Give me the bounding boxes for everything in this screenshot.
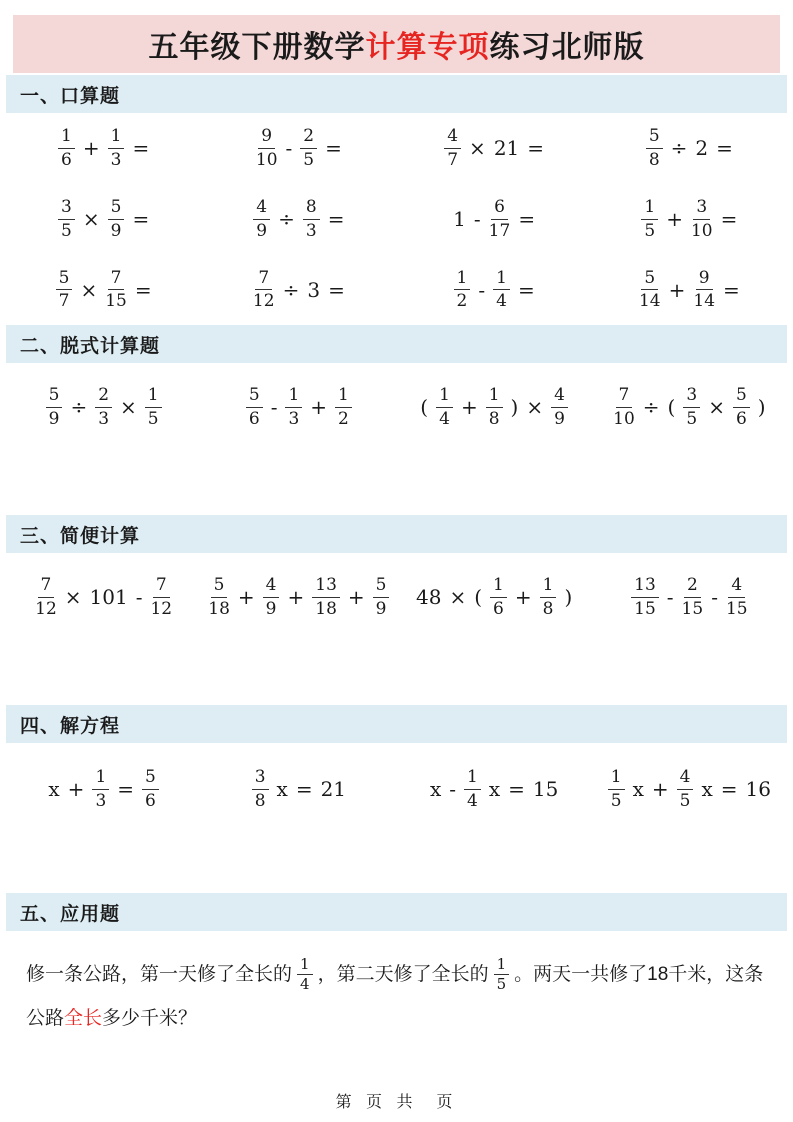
math-problem: [201, 126, 396, 170]
fraction-denominator: 10: [613, 408, 635, 429]
section-5-word-problems: [6, 893, 787, 1041]
math-token: =: [716, 136, 733, 161]
math-token: =: [328, 277, 345, 302]
fraction-denominator: 9: [110, 220, 122, 241]
fraction-numerator: 4: [444, 126, 461, 148]
fraction-numerator: 1: [145, 385, 162, 407]
fraction-numerator: 1: [464, 767, 481, 789]
math-token: =: [327, 207, 345, 231]
section-5-heading: 五、应用题: [6, 893, 787, 931]
fraction-denominator: 3: [95, 790, 107, 811]
math-problem: [592, 126, 787, 170]
fraction-numerator: 3: [58, 197, 75, 219]
fraction-denominator: 15: [105, 291, 127, 312]
math-token: ): [564, 585, 573, 609]
math-token: -: [285, 136, 293, 161]
math-token: +: [310, 395, 328, 419]
math-problem: [397, 575, 592, 619]
fraction-denominator: 4: [439, 408, 450, 429]
math-token: 16: [745, 777, 771, 801]
problem-row: [6, 184, 787, 255]
math-token: =: [134, 277, 152, 302]
fraction-denominator: 12: [35, 598, 57, 619]
fraction-numerator: 1: [454, 268, 471, 290]
fraction-denominator: 4: [300, 975, 310, 994]
fraction-denominator: 14: [638, 291, 661, 312]
fraction-numerator: 5: [56, 268, 73, 290]
fraction: [733, 385, 750, 429]
page-footer: 第 页 共 页: [335, 1094, 458, 1111]
fraction: [92, 767, 109, 811]
math-problem: [6, 767, 201, 811]
fraction-denominator: 8: [648, 149, 660, 170]
section-3-problem-grid: [6, 553, 787, 705]
fraction: [691, 197, 713, 241]
fraction: [58, 126, 75, 170]
math-token: ÷: [70, 395, 88, 419]
math-token: -: [270, 395, 278, 419]
fraction-denominator: 5: [496, 975, 507, 994]
math-token: ×: [526, 395, 544, 419]
math-token: x: [632, 777, 644, 801]
math-token: 15: [532, 777, 559, 801]
fraction-denominator: 5: [686, 408, 698, 429]
math-token: ÷: [282, 277, 300, 302]
fraction-numerator: 6: [491, 197, 508, 219]
math-token: -: [473, 207, 481, 231]
math-token: 21: [493, 136, 520, 161]
math-problem: [397, 268, 592, 312]
math-problem: [592, 197, 787, 241]
fraction-numerator: 5: [646, 126, 663, 148]
fraction-numerator: 1: [486, 385, 503, 407]
fraction: [256, 126, 278, 170]
fraction-numerator: 7: [108, 268, 125, 290]
fraction: [373, 575, 390, 619]
math-token: 21: [320, 777, 347, 801]
math-problem: [397, 126, 592, 170]
math-token: 1: [453, 207, 466, 231]
math-token: ×: [708, 395, 725, 419]
fraction: [46, 385, 63, 429]
math-token: x: [48, 777, 60, 801]
fraction-denominator: 6: [61, 149, 72, 170]
math-problem: [201, 767, 396, 811]
fraction-numerator: 4: [263, 575, 280, 597]
fraction-numerator: 4: [551, 385, 568, 407]
math-problem: [201, 268, 396, 312]
fraction: [58, 197, 75, 241]
math-token: ×: [120, 395, 137, 419]
section-1-problem-grid: [6, 113, 787, 325]
fraction-denominator: 5: [147, 408, 159, 429]
fraction: [263, 575, 280, 619]
math-problem: [6, 197, 201, 241]
fraction-numerator: 9: [696, 268, 713, 290]
fraction-numerator: 7: [38, 575, 55, 597]
math-problem: [592, 268, 787, 312]
math-problem: [201, 575, 396, 619]
fraction-numerator: 7: [616, 385, 633, 407]
math-token: ÷: [278, 207, 295, 231]
fraction-denominator: 2: [456, 291, 468, 312]
fraction-numerator: 9: [258, 126, 275, 148]
math-token: =: [325, 136, 342, 161]
fraction-denominator: 7: [447, 149, 459, 170]
fraction-denominator: 6: [145, 790, 156, 811]
fraction-denominator: 3: [305, 220, 317, 241]
fraction-denominator: 17: [488, 220, 511, 241]
page-title: [149, 22, 645, 66]
fraction: [613, 385, 635, 429]
problem-text: 多少千米？: [102, 1008, 198, 1029]
section-2-heading: 二、脱式计算题: [6, 325, 787, 363]
fraction: [145, 385, 162, 429]
math-token: +: [666, 207, 683, 231]
math-problem: [592, 767, 787, 811]
fraction: [682, 575, 704, 619]
fraction: [490, 575, 507, 619]
problem-row: [6, 113, 787, 184]
fraction-denominator: 18: [208, 598, 230, 619]
math-problem: [201, 385, 396, 429]
fraction: [108, 197, 125, 241]
fraction-numerator: 5: [108, 197, 125, 219]
fraction-numerator: 1: [493, 268, 510, 290]
math-problem: [6, 575, 201, 619]
fraction-denominator: 10: [690, 220, 713, 241]
fraction: [105, 268, 127, 312]
problem-text: 修一条公路，第一天修了全长的: [26, 964, 293, 985]
fraction-numerator: 1: [540, 575, 557, 597]
title-post: 练习北师版: [489, 31, 645, 64]
math-problem: [592, 575, 787, 619]
fraction: [631, 575, 659, 619]
math-token: =: [527, 136, 545, 161]
word-problem-text: [6, 931, 787, 1041]
math-token: =: [132, 207, 150, 231]
math-token: (: [420, 395, 429, 419]
problem-row: [6, 254, 787, 325]
fraction: [300, 126, 317, 170]
math-token: +: [287, 585, 305, 609]
math-token: -: [711, 585, 718, 609]
fraction: [464, 767, 481, 811]
fraction-denominator: 9: [554, 408, 565, 429]
fraction: [641, 197, 658, 241]
highlighted-text: 全长: [64, 1008, 103, 1029]
fraction: [285, 385, 302, 429]
math-token: (: [667, 395, 676, 419]
fraction: [95, 385, 112, 429]
fraction-numerator: 4: [253, 197, 270, 219]
math-token: 3: [307, 277, 321, 302]
section-3-simplified-calculation: [6, 515, 787, 705]
math-token: +: [67, 777, 85, 801]
fraction-denominator: 18: [315, 598, 337, 619]
math-token: -: [449, 777, 456, 801]
fraction: [486, 385, 503, 429]
math-token: =: [517, 277, 535, 302]
math-token: 2: [695, 136, 709, 161]
fraction: [56, 268, 73, 312]
fraction-denominator: 4: [466, 790, 478, 811]
fraction: [551, 385, 568, 429]
math-problem: [201, 197, 396, 241]
fraction-numerator: 5: [142, 767, 159, 789]
fraction-denominator: 8: [542, 598, 554, 619]
fraction: [726, 575, 748, 619]
fraction-denominator: 3: [288, 408, 300, 429]
fraction-denominator: 3: [110, 149, 122, 170]
fraction-denominator: 14: [693, 291, 716, 312]
fraction-denominator: 8: [254, 790, 266, 811]
math-token: =: [295, 777, 313, 801]
math-token: ): [757, 395, 766, 419]
fraction-numerator: 13: [312, 575, 340, 597]
fraction-denominator: 6: [493, 598, 504, 619]
fraction: [494, 956, 510, 994]
fraction-numerator: 4: [677, 767, 694, 789]
fraction-denominator: 2: [338, 408, 349, 429]
worksheet-title-banner: [13, 15, 780, 73]
fraction-denominator: 5: [610, 790, 622, 811]
fraction-denominator: 12: [150, 598, 173, 619]
fraction-numerator: 1: [285, 385, 302, 407]
math-problem: [6, 126, 201, 170]
fraction-denominator: 15: [681, 598, 704, 619]
math-token: ×: [64, 585, 82, 609]
section-1-oral-calculation: [6, 75, 787, 325]
fraction: [297, 956, 313, 994]
fraction: [436, 385, 453, 429]
math-token: 48: [415, 585, 442, 609]
fraction-numerator: 1: [641, 197, 658, 219]
fraction-numerator: 2: [684, 575, 701, 597]
math-token: -: [135, 585, 143, 609]
fraction-numerator: 1: [608, 767, 625, 789]
fraction-denominator: 12: [252, 291, 275, 312]
fraction-denominator: 9: [265, 598, 277, 619]
math-token: -: [666, 585, 674, 609]
fraction: [646, 126, 663, 170]
math-token: =: [117, 777, 135, 801]
math-token: +: [82, 136, 100, 161]
problem-text: ，第二天修了全长的: [317, 964, 489, 985]
title-highlight: 计算专项: [365, 31, 490, 64]
fraction-denominator: 15: [725, 598, 748, 619]
math-token: x: [701, 777, 713, 801]
math-token: x: [429, 777, 442, 801]
section-4-solve-equations: [6, 705, 787, 893]
math-token: =: [723, 277, 740, 302]
math-token: ×: [449, 585, 467, 609]
math-token: ÷: [670, 136, 688, 161]
fraction: [150, 575, 172, 619]
fraction: [335, 385, 352, 429]
fraction: [683, 385, 700, 429]
fraction-numerator: 1: [335, 385, 352, 407]
fraction: [246, 385, 263, 429]
fraction-numerator: 5: [641, 268, 658, 290]
fraction: [253, 268, 275, 312]
math-token: +: [668, 277, 686, 302]
math-token: =: [720, 207, 738, 231]
fraction-denominator: 9: [256, 220, 268, 241]
fraction-denominator: 9: [375, 598, 387, 619]
math-token: +: [460, 395, 478, 419]
section-3-heading: 三、简便计算: [6, 515, 787, 553]
problem-text: 。两天一共修了18千米，这条公路: [26, 964, 764, 1029]
fraction-numerator: 3: [693, 197, 710, 219]
fraction-denominator: 8: [488, 408, 500, 429]
fraction-denominator: 5: [303, 149, 315, 170]
fraction-denominator: 3: [98, 408, 110, 429]
fraction-denominator: 5: [644, 220, 656, 241]
fraction-numerator: 7: [255, 268, 272, 290]
fraction-numerator: 5: [373, 575, 390, 597]
math-token: ): [510, 395, 519, 419]
problem-row: [6, 757, 787, 821]
fraction-numerator: 1: [494, 956, 510, 975]
math-problem: [6, 385, 201, 429]
math-problem: [397, 767, 592, 811]
math-token: (: [474, 585, 483, 609]
title-pre: 五年级下册数学: [148, 31, 366, 64]
math-token: ×: [80, 277, 98, 302]
fraction-numerator: 2: [300, 126, 317, 148]
fraction-numerator: 5: [246, 385, 263, 407]
section-1-heading: 一、口算题: [6, 75, 787, 113]
fraction-numerator: 1: [58, 126, 75, 148]
fraction-denominator: 5: [61, 220, 72, 241]
fraction: [540, 575, 557, 619]
fraction-numerator: 3: [683, 385, 700, 407]
fraction: [608, 767, 625, 811]
fraction-denominator: 9: [48, 408, 60, 429]
math-token: =: [508, 777, 525, 801]
math-token: =: [720, 777, 738, 801]
fraction: [677, 767, 694, 811]
fraction: [208, 575, 230, 619]
fraction: [303, 197, 320, 241]
fraction: [444, 126, 461, 170]
fraction-denominator: 15: [634, 598, 656, 619]
fraction: [639, 268, 661, 312]
math-token: -: [478, 277, 486, 302]
fraction: [454, 268, 471, 312]
fraction-denominator: 6: [248, 408, 260, 429]
math-problem: [592, 385, 787, 429]
fraction: [493, 268, 510, 312]
fraction-numerator: 1: [297, 956, 313, 975]
math-token: x: [488, 777, 501, 801]
fraction-denominator: 7: [58, 291, 70, 312]
math-token: 101: [89, 585, 128, 609]
math-token: +: [651, 777, 669, 801]
math-token: x: [276, 777, 288, 801]
fraction-numerator: 1: [490, 575, 507, 597]
section-4-problem-grid: [6, 743, 787, 893]
fraction-numerator: 4: [728, 575, 745, 597]
fraction-numerator: 5: [211, 575, 228, 597]
fraction-numerator: 8: [303, 197, 320, 219]
fraction: [35, 575, 57, 619]
section-2-problem-grid: [6, 363, 787, 515]
fraction: [693, 268, 715, 312]
fraction-denominator: 5: [679, 790, 691, 811]
math-token: =: [518, 207, 536, 231]
math-token: ×: [469, 136, 486, 161]
fraction-numerator: 5: [46, 385, 63, 407]
fraction-denominator: 10: [255, 149, 278, 170]
fraction-numerator: 13: [631, 575, 659, 597]
math-problem: [6, 268, 201, 312]
fraction: [252, 767, 269, 811]
section-2-step-calculation: [6, 325, 787, 515]
problem-row: [6, 565, 787, 629]
fraction: [142, 767, 159, 811]
fraction: [312, 575, 340, 619]
fraction-numerator: 1: [92, 767, 109, 789]
section-4-heading: 四、解方程: [6, 705, 787, 743]
math-token: +: [514, 585, 532, 609]
fraction: [253, 197, 270, 241]
fraction-numerator: 1: [436, 385, 453, 407]
problem-row: [6, 375, 787, 439]
fraction-numerator: 2: [95, 385, 112, 407]
fraction-numerator: 5: [733, 385, 750, 407]
fraction: [108, 126, 125, 170]
fraction-numerator: 7: [153, 575, 170, 597]
fraction-numerator: 3: [252, 767, 269, 789]
fraction-denominator: 4: [496, 291, 507, 312]
fraction-denominator: 6: [735, 408, 747, 429]
math-problem: [397, 197, 592, 241]
math-problem: [397, 385, 592, 429]
fraction: [489, 197, 511, 241]
math-token: +: [237, 585, 255, 609]
fraction-numerator: 1: [108, 126, 125, 148]
math-token: =: [132, 136, 150, 161]
math-token: ÷: [642, 395, 660, 419]
math-token: ×: [82, 207, 100, 231]
math-token: +: [347, 585, 365, 609]
